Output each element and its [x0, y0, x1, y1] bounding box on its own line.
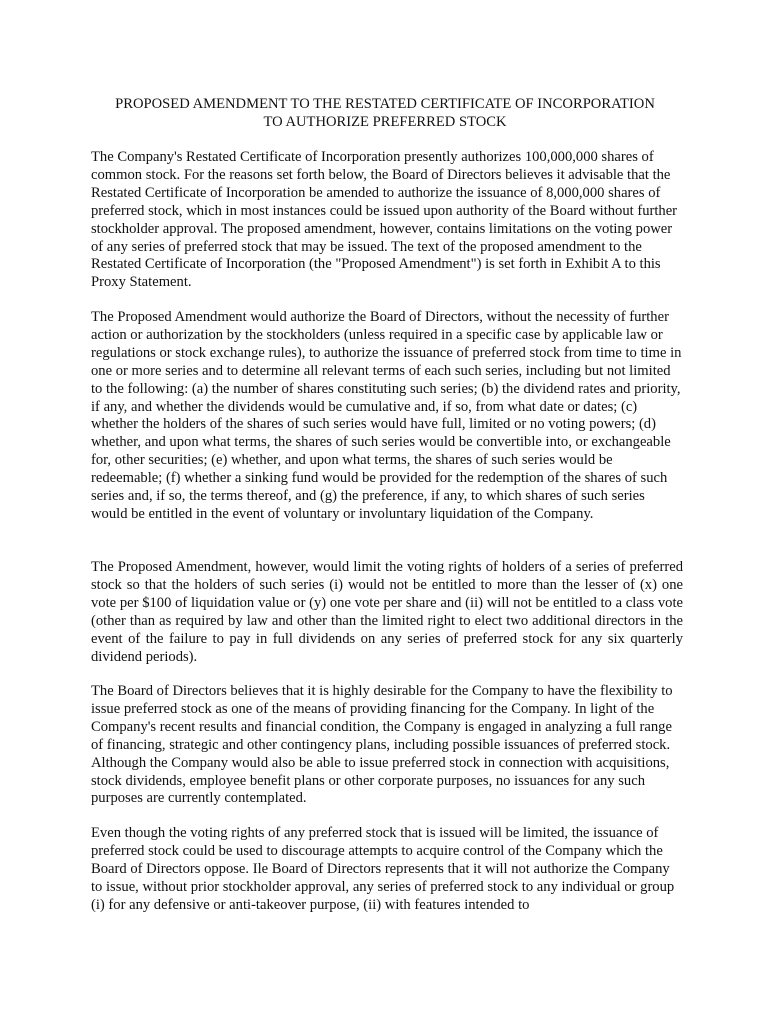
paragraph-board-authority: The Proposed Amendment would authorize the Board of Directors, without the necessity of further action or authorization by the stockholders (unless required in a specific case by applicable law or regulations or stock exchange rules), to authorize the issuance of preferred stock from time to time in one or more series and to determine all relevant terms of each such series, including but not limited to the following: (a) the number of shares constituting such series; (b) the dividend rates and priority, if any, and whether the dividends would be cumulative and, if so, from what date or dates; (c) whether the holders of the shares of such series would have full, limited or no voting powers; (d) whether, and upon what terms, the shares of such series would be convertible into, or exchangeable for, other securities; (e) whether, and upon what terms, the shares of such series would be redeemable; (f) whether a sinking fund would be provided for the redemption of the shares of such series and, if so, the terms thereof, and (g) the preference, if any, to which shares of such series would be entitled in the event of voluntary or involuntary liquidation of the Company. [91, 309, 682, 522]
paragraph-anti-takeover: Even though the voting rights of any preferred stock that is issued will be limited, the issuance of preferred stock could be used to discourage attempts to acquire control of the Company which the Board of Directors oppose. Ile Board of Directors represents that it will not authorize the Company to issue, without prior stockholder approval, any series of preferred stock to any individual or group (i) for any defensive or anti-takeover purpose, (ii) with features intended to [91, 825, 675, 913]
paragraph-authorized-shares: The Company's Restated Certificate of Incorporation presently authorizes 100,000,000 shares of common stock. For the reasons set forth below, the Board of Directors believes it advisable that the Restated Certificate of Incorporation be amended to authorize the issuance of 8,000,000 shares of preferred stock, which in most instances could be issued upon authority of the Board without further stockholder approval. The proposed amendment, however, contains limitations on the voting power of any series of preferred stock that may be issued. The text of the proposed amendment to the Restated Certificate of Incorporation (the "Proposed Amendment") is set forth in Exhibit A to this Proxy Statement. [91, 149, 678, 291]
title-line-2: TO AUTHORIZE PREFERRED STOCK [263, 114, 507, 130]
title-line-1: PROPOSED AMENDMENT TO THE RESTATED CERTIFICATE OF INCORPORATION [115, 96, 655, 112]
paragraph-flexibility: The Board of Directors believes that it is highly desirable for the Company to have the flexibility to issue preferred stock as one of the means of providing financing for the Company. In light of the Company's recent results and financial condition, the Company is engaged in analyzing a full range of financing, strategic and other contingency plans, including possible issuances of preferred stock. Although the Company would also be able to issue preferred stock in connection with acquisitions, stock dividends, employee benefit plans or other corporate purposes, no issuances for any such purposes are currently contemplated. [91, 683, 673, 807]
document-title [60, 95, 710, 131]
paragraph-voting-limits: The Proposed Amendment, however, would limit the voting rights of holders of a series of preferred stock so that the holders of such series (i) would not be entitled to more than the lesser of (x) one vote per $100 of liquidation value or (y) one vote per share and (ii) will not be entitled to a class vote (other than as required by law and other than the limited right to elect two additional directors in the event of the failure to pay in full dividends on any series of preferred stock for any six quarterly dividend periods). [91, 559, 683, 665]
